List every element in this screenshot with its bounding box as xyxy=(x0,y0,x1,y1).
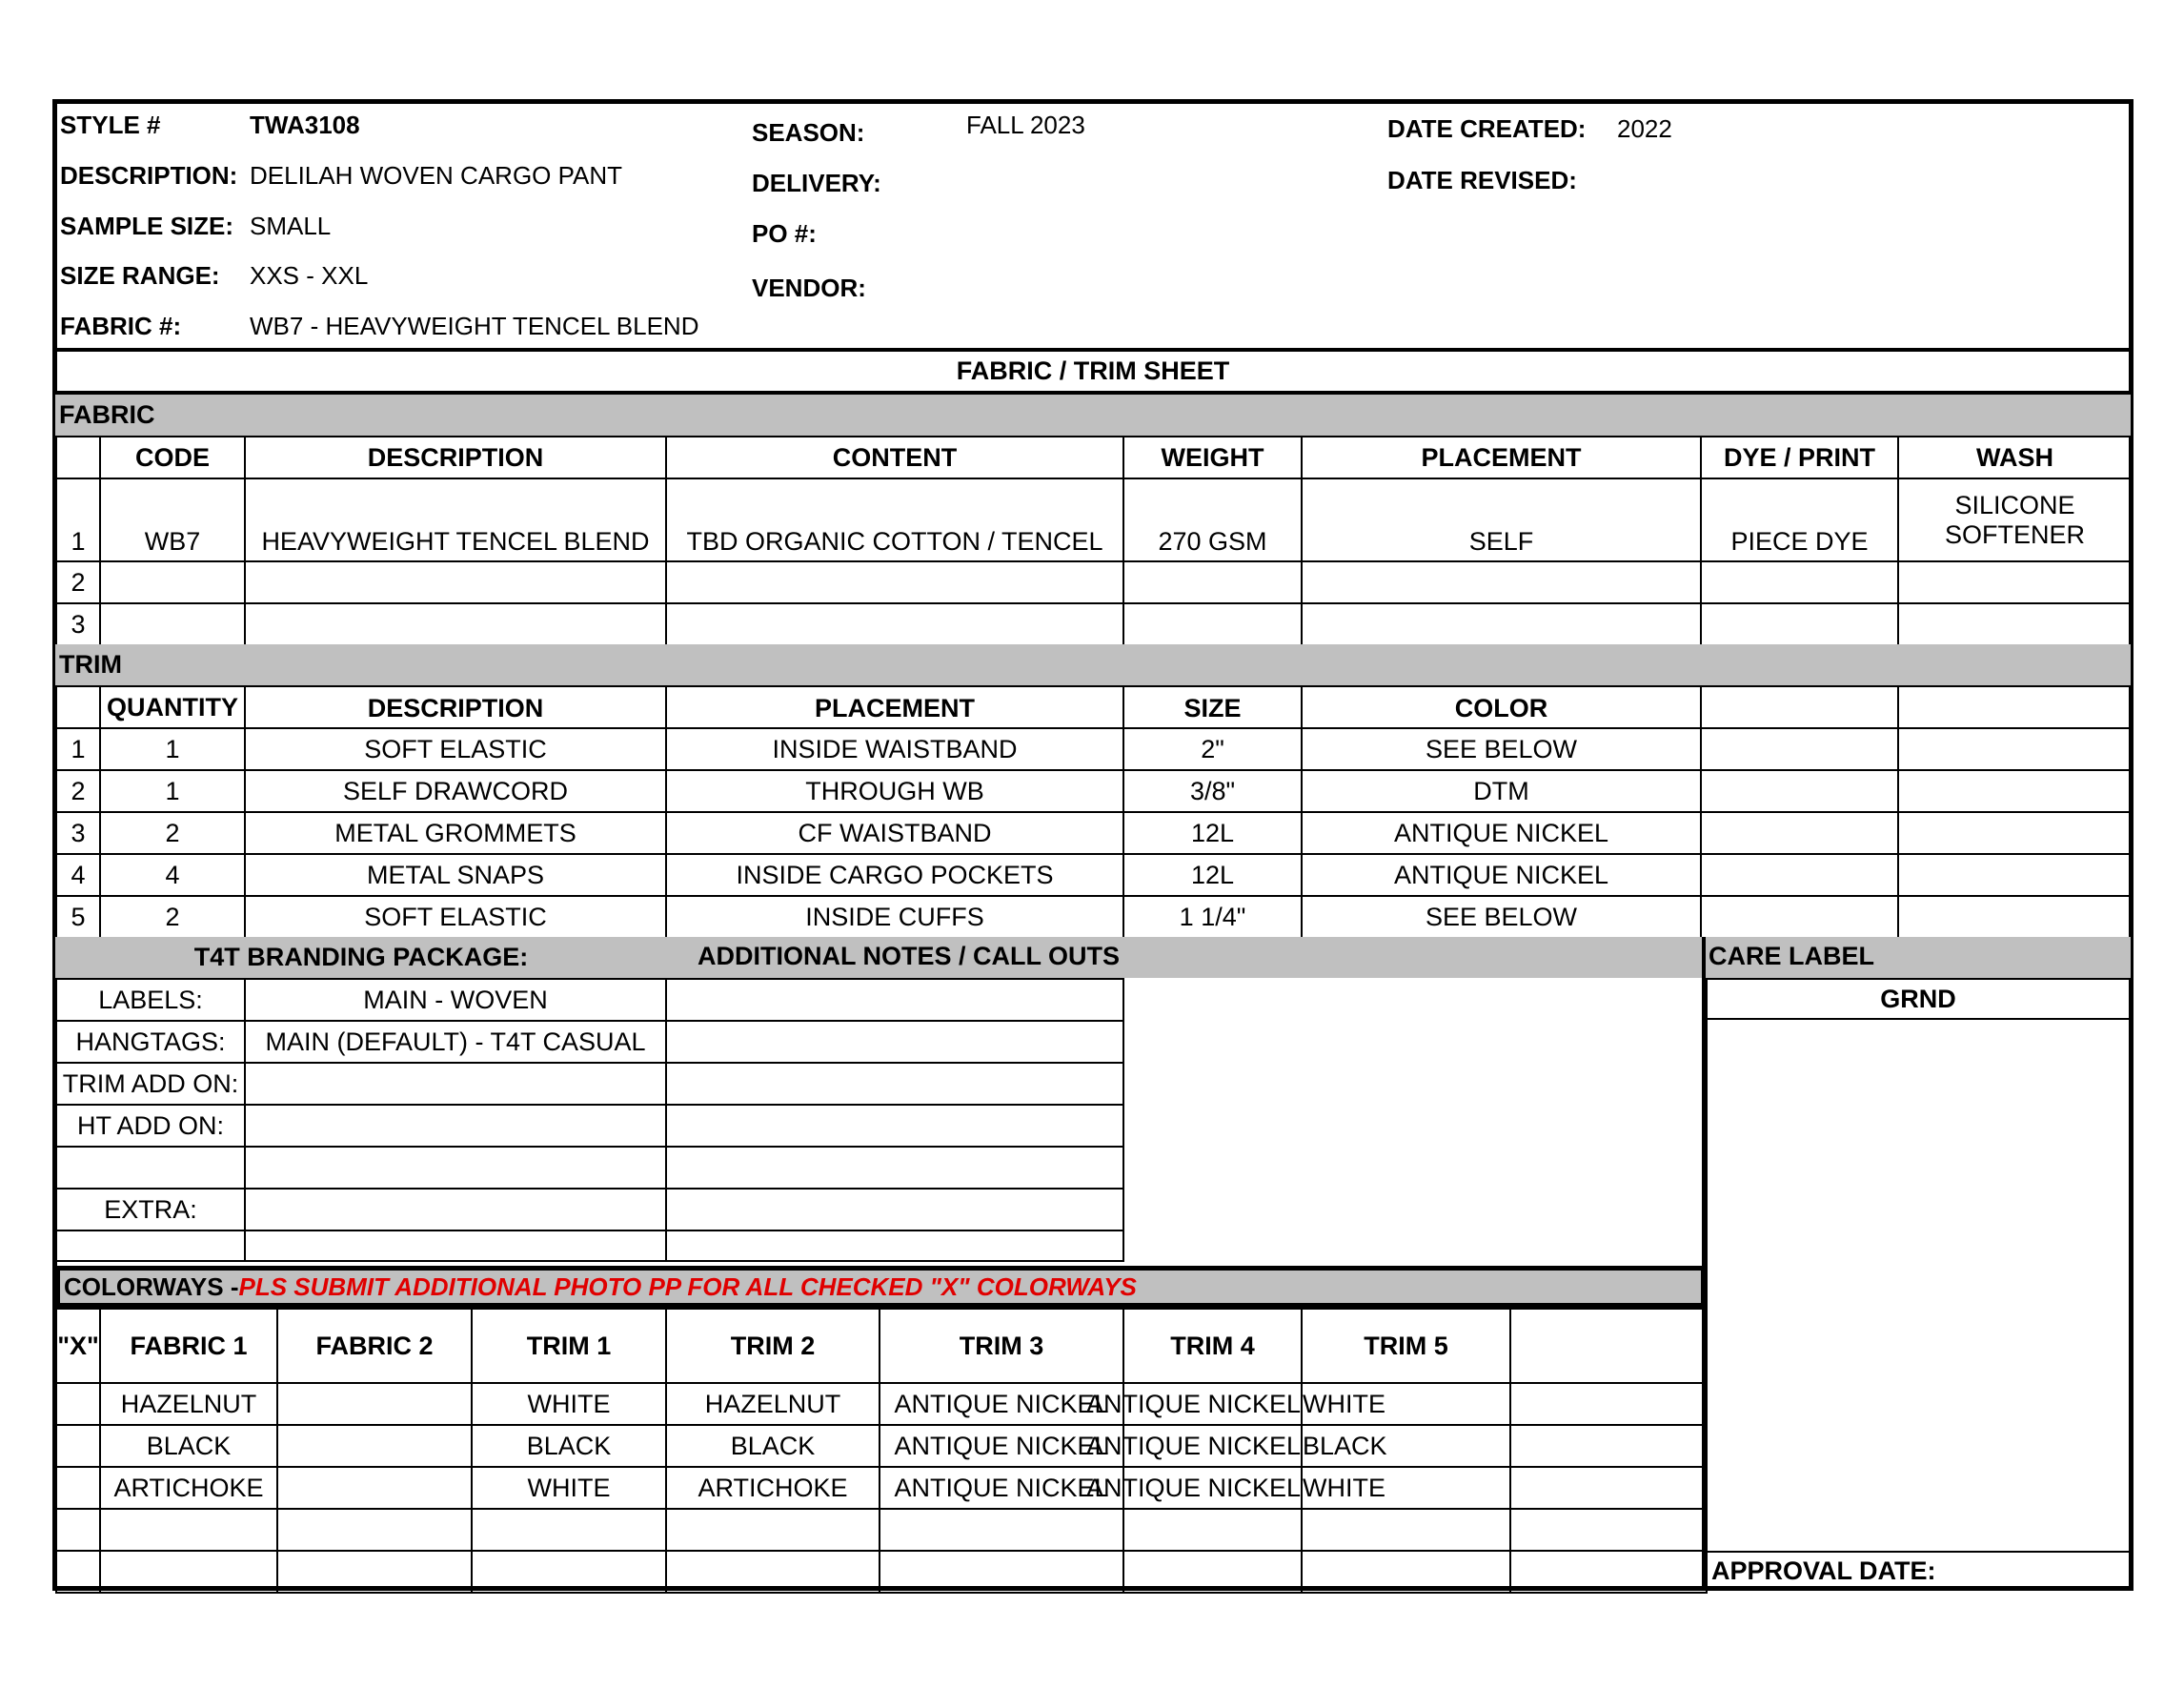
trim-cell xyxy=(1700,853,1899,897)
trim-cell: 2 xyxy=(99,895,246,939)
colorway-cell xyxy=(276,1550,473,1594)
colorway-cell xyxy=(471,1550,667,1594)
colorways-label: COLORWAYS - xyxy=(64,1271,239,1301)
trim-cell: SOFT ELASTIC xyxy=(244,895,667,939)
size-range-value: XXS - XXL xyxy=(250,261,369,290)
trim-cell: 12L xyxy=(1122,853,1303,897)
colorway-cell: ANTIQUE NICKEL xyxy=(879,1424,1124,1468)
date-created-value: 2022 xyxy=(1617,114,1672,143)
trim-cell: 3 xyxy=(55,811,101,855)
fabric-number-label: FABRIC #: xyxy=(60,312,182,340)
colorway-cell xyxy=(55,1466,101,1510)
fabric-header-description: DESCRIPTION xyxy=(244,436,667,479)
fabric-header-placement: PLACEMENT xyxy=(1301,436,1702,479)
colorway-cell: BLACK xyxy=(99,1424,278,1468)
trim-cell: 1 xyxy=(55,727,101,771)
trim-cell: THROUGH WB xyxy=(665,769,1124,813)
fabric-cell xyxy=(1301,602,1702,646)
wash-line-1: SILICONE xyxy=(1954,490,2075,519)
colorway-cell: ARTICHOKE xyxy=(99,1466,278,1510)
fabric-section-label: FABRIC xyxy=(59,400,155,429)
branding-row-label xyxy=(55,1146,246,1190)
colorway-header-9 xyxy=(1509,1308,1708,1384)
colorway-header-3: FABRIC 2 xyxy=(276,1308,473,1384)
colorway-cell: ANTIQUE NICKEL xyxy=(1122,1466,1303,1510)
trim-cell: METAL SNAPS xyxy=(244,853,667,897)
fabric-cell xyxy=(1122,560,1303,604)
colorway-cell xyxy=(55,1382,101,1426)
fabric-cell: 1 xyxy=(55,478,101,562)
trim-header-quantity: QUANTITY xyxy=(99,685,246,729)
colorway-cell xyxy=(55,1550,101,1594)
trim-cell xyxy=(1700,769,1899,813)
colorway-cell xyxy=(665,1550,880,1594)
colorway-cell xyxy=(1509,1466,1708,1510)
delivery-label: DELIVERY: xyxy=(752,169,881,197)
date-created-label: DATE CREATED: xyxy=(1387,114,1587,143)
colorway-cell xyxy=(879,1550,1124,1594)
colorway-header-4: TRIM 1 xyxy=(471,1308,667,1384)
branding-row-label: EXTRA: xyxy=(55,1188,246,1231)
care-label-value: GRND xyxy=(1706,978,2131,1020)
colorway-cell: ANTIQUE NICKEL xyxy=(1122,1382,1303,1426)
colorway-cell xyxy=(55,1508,101,1552)
colorway-cell xyxy=(276,1382,473,1426)
fabric-cell xyxy=(1700,560,1899,604)
trim-cell: DTM xyxy=(1301,769,1702,813)
notes-row xyxy=(665,1062,1124,1106)
trim-header-blank xyxy=(1897,685,2133,729)
size-range-label: SIZE RANGE: xyxy=(60,261,220,290)
notes-row xyxy=(665,1020,1124,1064)
notes-row xyxy=(665,1230,1124,1262)
trim-cell xyxy=(1897,895,2133,939)
fabric-number-value: WB7 - HEAVYWEIGHT TENCEL BLEND xyxy=(250,312,699,340)
notes-row xyxy=(665,1188,1124,1231)
sample-size-label: SAMPLE SIZE: xyxy=(60,212,234,240)
fabric-header-wash: WASH xyxy=(1897,436,2133,479)
colorway-cell xyxy=(276,1424,473,1468)
fabric-cell: 3 xyxy=(55,602,101,646)
trim-cell: 3/8" xyxy=(1122,769,1303,813)
trim-cell xyxy=(1897,811,2133,855)
fabric-cell xyxy=(99,560,246,604)
fabric-cell: 2 xyxy=(55,560,101,604)
colorway-cell xyxy=(1301,1550,1511,1594)
colorway-cell: BLACK xyxy=(665,1424,880,1468)
fabric-header-content: CONTENT xyxy=(665,436,1124,479)
colorway-cell xyxy=(471,1508,667,1552)
branding-row-value xyxy=(244,1104,667,1148)
colorway-cell xyxy=(1122,1508,1303,1552)
trim-cell: SEE BELOW xyxy=(1301,895,1702,939)
trim-header-num xyxy=(55,685,101,729)
trim-cell: METAL GROMMETS xyxy=(244,811,667,855)
fabric-header-weight: WEIGHT xyxy=(1122,436,1303,479)
branding-band xyxy=(55,937,2131,978)
colorway-header-7: TRIM 4 xyxy=(1122,1308,1303,1384)
colorways-band xyxy=(55,1266,1706,1308)
trim-header-blank xyxy=(1700,685,1899,729)
trim-cell: 1 xyxy=(99,769,246,813)
fabric-section-band xyxy=(55,395,2131,436)
fabric-cell xyxy=(665,560,1124,604)
notes-label: ADDITIONAL NOTES / CALL OUTS xyxy=(698,942,1121,970)
colorway-cell xyxy=(276,1466,473,1510)
fabric-wash-cell xyxy=(1897,602,2133,646)
colorway-cell: WHITE xyxy=(471,1466,667,1510)
fabric-cell: TBD ORGANIC COTTON / TENCEL xyxy=(665,478,1124,562)
colorway-header-2: FABRIC 1 xyxy=(99,1308,278,1384)
description-value: DELILAH WOVEN CARGO PANT xyxy=(250,161,623,190)
branding-row-value xyxy=(244,1062,667,1106)
fabric-wash-cell xyxy=(1897,478,2133,562)
trim-header-size: SIZE xyxy=(1122,685,1303,729)
trim-cell xyxy=(1897,853,2133,897)
branding-row-value: MAIN (DEFAULT) - T4T CASUAL xyxy=(244,1020,667,1064)
sheet-title: FABRIC / TRIM SHEET xyxy=(956,356,1230,385)
trim-cell: 2 xyxy=(55,769,101,813)
trim-header-color: COLOR xyxy=(1301,685,1702,729)
colorway-cell: BLACK xyxy=(471,1424,667,1468)
trim-section-label: TRIM xyxy=(59,650,122,679)
po-label: PO #: xyxy=(752,219,817,248)
branding-row-label: HT ADD ON: xyxy=(55,1104,246,1148)
colorway-header-8: TRIM 5 xyxy=(1301,1308,1511,1384)
wash-line-2: SOFTENER xyxy=(1944,519,2085,549)
trim-cell xyxy=(1700,895,1899,939)
colorway-cell xyxy=(55,1424,101,1468)
colorway-header-1: "X" xyxy=(55,1308,101,1384)
colorway-cell xyxy=(1509,1550,1708,1594)
branding-row-value xyxy=(244,1146,667,1190)
colorway-cell: ANTIQUE NICKEL xyxy=(879,1382,1124,1426)
trim-section-band xyxy=(55,644,2131,685)
trim-cell: SOFT ELASTIC xyxy=(244,727,667,771)
colorway-cell: ARTICHOKE xyxy=(665,1466,880,1510)
colorway-cell xyxy=(276,1508,473,1552)
colorway-cell: WHITE xyxy=(1301,1382,1511,1426)
approval-date-label: APPROVAL DATE: xyxy=(1706,1551,2131,1591)
trim-cell: 2 xyxy=(99,811,246,855)
fabric-header-num xyxy=(55,436,101,479)
season-value: FALL 2023 xyxy=(966,111,1085,139)
fabric-cell xyxy=(99,602,246,646)
colorway-cell xyxy=(1509,1382,1708,1426)
colorway-cell: ANTIQUE NICKEL xyxy=(1122,1424,1303,1468)
trim-cell: 1 xyxy=(99,727,246,771)
trim-cell: ANTIQUE NICKEL xyxy=(1301,811,1702,855)
fabric-cell: 270 GSM xyxy=(1122,478,1303,562)
trim-header-placement: PLACEMENT xyxy=(665,685,1124,729)
notes-row xyxy=(665,978,1124,1022)
colorway-cell: HAZELNUT xyxy=(99,1382,278,1426)
branding-row-label: HANGTAGS: xyxy=(55,1020,246,1064)
care-label-box xyxy=(1706,1018,2131,1553)
trim-cell: INSIDE CUFFS xyxy=(665,895,1124,939)
care-label-heading: CARE LABEL xyxy=(1709,942,1874,970)
trim-cell xyxy=(1897,769,2133,813)
trim-cell xyxy=(1700,727,1899,771)
colorway-cell xyxy=(1301,1508,1511,1552)
branding-row-label: LABELS: xyxy=(55,978,246,1022)
trim-cell xyxy=(1700,811,1899,855)
date-revised-label: DATE REVISED: xyxy=(1387,166,1577,194)
vendor-label: VENDOR: xyxy=(752,274,866,302)
trim-cell: 5 xyxy=(55,895,101,939)
fabric-cell: WB7 xyxy=(99,478,246,562)
branding-label: T4T BRANDING PACKAGE: xyxy=(193,943,529,971)
branding-row-value: MAIN - WOVEN xyxy=(244,978,667,1022)
colorway-cell xyxy=(1509,1424,1708,1468)
fabric-header-code: CODE xyxy=(99,436,246,479)
fabric-cell xyxy=(244,560,667,604)
colorway-cell xyxy=(99,1550,278,1594)
trim-cell: 1 1/4" xyxy=(1122,895,1303,939)
branding-row-value xyxy=(244,1188,667,1231)
colorway-cell: HAZELNUT xyxy=(665,1382,880,1426)
colorway-cell xyxy=(1509,1508,1708,1552)
fabric-cell xyxy=(1122,602,1303,646)
fabric-cell xyxy=(665,602,1124,646)
fabric-cell: PIECE DYE xyxy=(1700,478,1899,562)
colorways-note: PLS SUBMIT ADDITIONAL PHOTO PP FOR ALL CHECKED "X" COLORWAYS xyxy=(238,1271,1137,1301)
notes-row xyxy=(665,1146,1124,1190)
branding-row-value xyxy=(244,1230,667,1262)
colorway-cell: WHITE xyxy=(471,1382,667,1426)
branding-row-label xyxy=(55,1230,246,1262)
colorway-cell xyxy=(665,1508,880,1552)
colorway-cell: ANTIQUE NICKEL xyxy=(879,1466,1124,1510)
trim-cell: SELF DRAWCORD xyxy=(244,769,667,813)
colorway-cell: BLACK xyxy=(1301,1424,1511,1468)
fabric-cell xyxy=(1700,602,1899,646)
colorway-cell xyxy=(879,1508,1124,1552)
notes-row xyxy=(665,1104,1124,1148)
trim-cell: 12L xyxy=(1122,811,1303,855)
style-label: STYLE # xyxy=(60,111,161,139)
trim-cell xyxy=(1897,727,2133,771)
fabric-cell xyxy=(244,602,667,646)
branding-row-label: TRIM ADD ON: xyxy=(55,1062,246,1106)
fabric-cell: SELF xyxy=(1301,478,1702,562)
trim-cell: 4 xyxy=(55,853,101,897)
fabric-cell xyxy=(1301,560,1702,604)
sample-size-value: SMALL xyxy=(250,212,332,240)
season-label: SEASON: xyxy=(752,118,865,147)
fabric-wash-cell xyxy=(1897,560,2133,604)
description-label: DESCRIPTION: xyxy=(60,161,238,190)
trim-cell: ANTIQUE NICKEL xyxy=(1301,853,1702,897)
trim-cell: INSIDE WAISTBAND xyxy=(665,727,1124,771)
trim-cell: INSIDE CARGO POCKETS xyxy=(665,853,1124,897)
trim-cell: 4 xyxy=(99,853,246,897)
trim-cell: 2" xyxy=(1122,727,1303,771)
trim-cell: CF WAISTBAND xyxy=(665,811,1124,855)
fabric-header-dye-print: DYE / PRINT xyxy=(1700,436,1899,479)
colorway-cell xyxy=(1122,1550,1303,1594)
trim-header-description: DESCRIPTION xyxy=(244,685,667,729)
colorway-cell xyxy=(99,1508,278,1552)
colorway-header-5: TRIM 2 xyxy=(665,1308,880,1384)
style-value: TWA3108 xyxy=(250,111,360,139)
fabric-cell: HEAVYWEIGHT TENCEL BLEND xyxy=(244,478,667,562)
colorway-header-6: TRIM 3 xyxy=(879,1308,1124,1384)
colorway-cell: WHITE xyxy=(1301,1466,1511,1510)
trim-cell: SEE BELOW xyxy=(1301,727,1702,771)
